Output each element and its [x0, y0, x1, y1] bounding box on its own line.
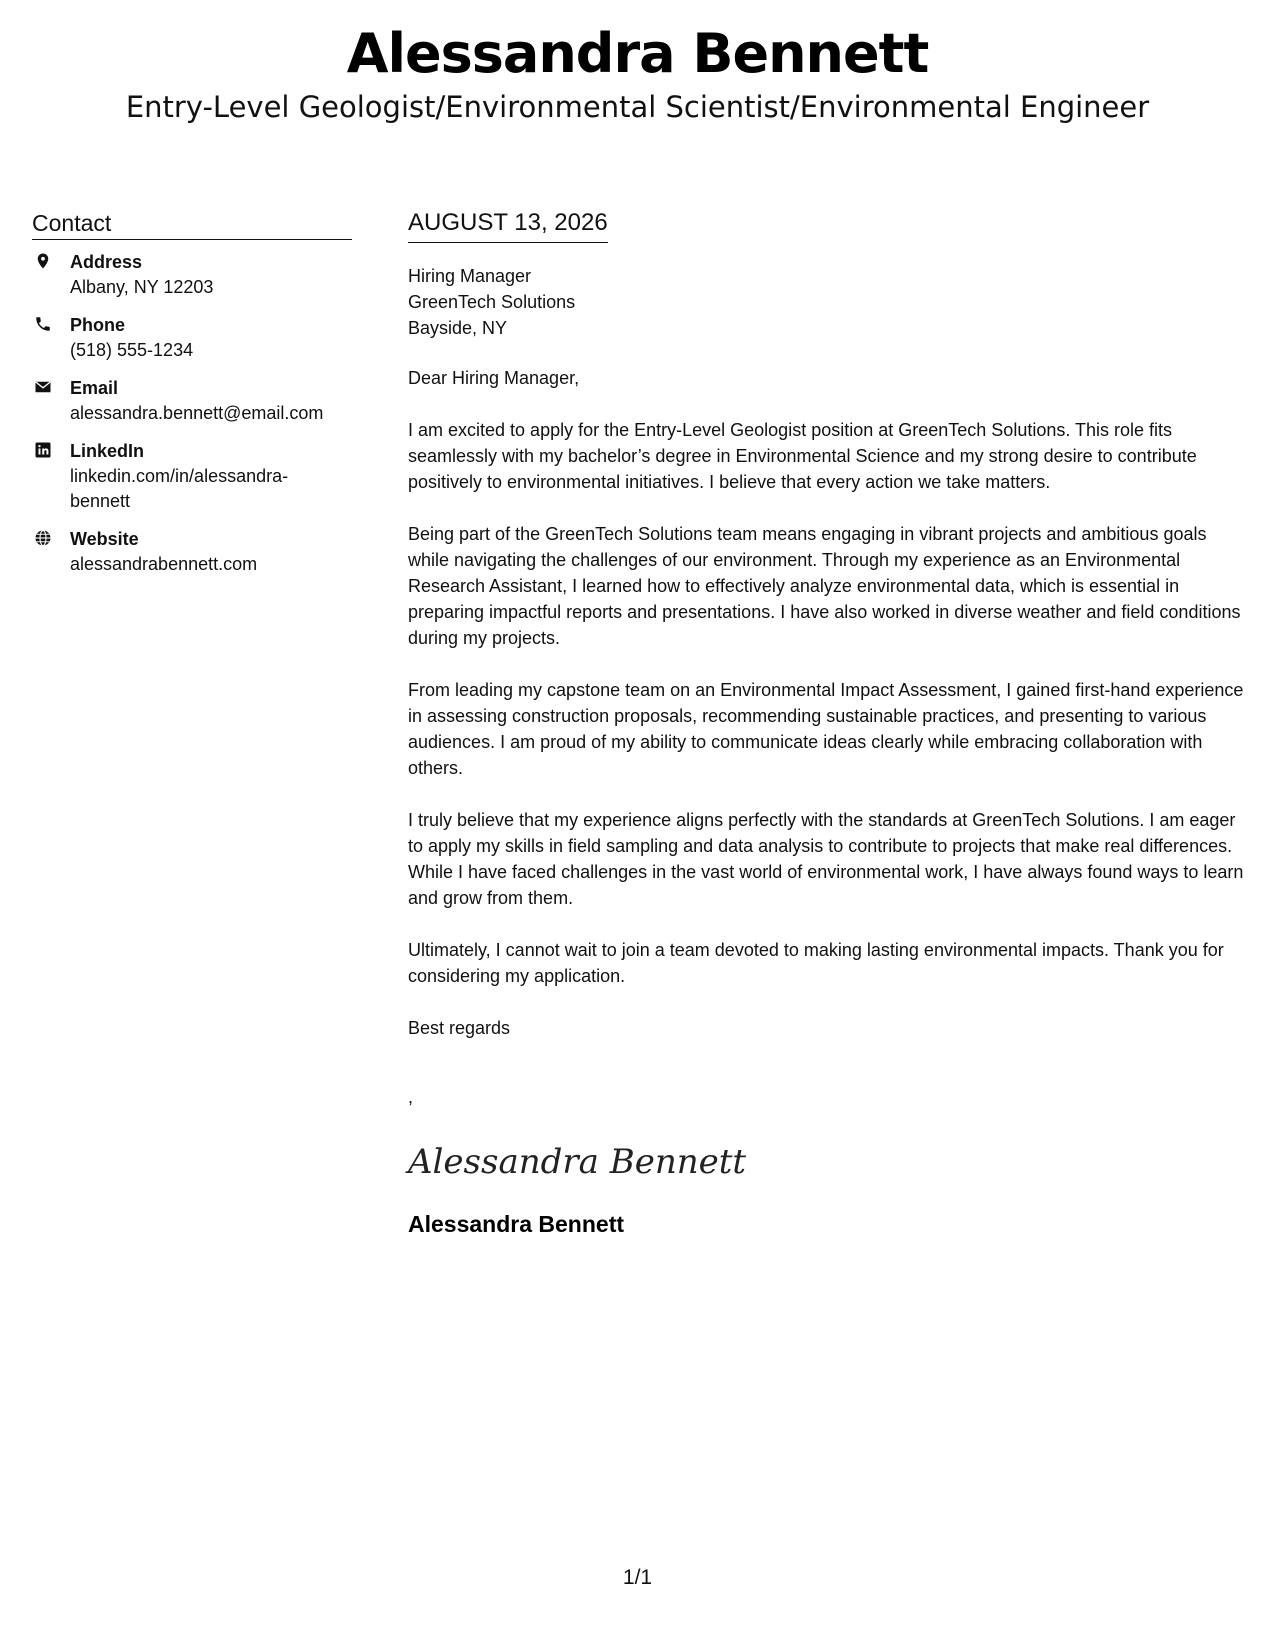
letter-paragraph: I am excited to apply for the Entry-Level Geologist position at GreenTech Solutions. This role fits seamlessly with my bachelor’s degree in Environmental Science and my strong desire to contribute positively to environmental initiatives. I believe that every action we take matters. — [408, 420, 1197, 492]
date-container — [408, 208, 608, 243]
contact-label: LinkedIn — [70, 441, 145, 461]
contact-value[interactable]: alessandra.bennett@email.com — [70, 403, 324, 423]
signature-text: Alessandra Bennett — [408, 1142, 747, 1182]
page-number: 1/1 — [622, 1566, 653, 1589]
contact-value: (518) 555-1234 — [70, 340, 194, 360]
phone-icon — [32, 315, 54, 337]
contact-label: Phone — [70, 315, 126, 335]
contact-item-linkedin — [32, 439, 352, 514]
contact-label: Address — [70, 252, 143, 272]
contact-item-email — [32, 376, 352, 426]
linkedin-icon — [32, 441, 54, 463]
contact-value: Albany, NY 12203 — [70, 277, 214, 297]
contact-sidebar — [32, 208, 352, 590]
contact-item-address — [32, 250, 352, 300]
contact-value[interactable]: alessandrabennett.com — [70, 554, 258, 574]
salutation: Dear Hiring Manager, — [408, 368, 580, 388]
contact-value[interactable]: linkedin.com/in/alessandra-bennett — [70, 466, 289, 511]
recipient-line: GreenTech Solutions — [408, 292, 576, 312]
contact-section-title: Contact — [32, 208, 352, 240]
envelope-icon — [32, 378, 54, 400]
signature-image — [408, 1133, 747, 1187]
letter-paragraph: I truly believe that my experience aligns perfectly with the standards at GreenTech Solutions. I am eager to apply my skills in field sampling and data analysis to contribute to projects that make real differences. While I have faced challenges in the vast world of environmental work, I have always found ways to learn and grow from them. — [408, 810, 1244, 908]
contact-label: Email — [70, 378, 119, 398]
letter-paragraph: From leading my capstone team on an Environmental Impact Assessment, I gained first-hand experience in assessing construction proposals, recommending sustainable practices, and presenting to various audiences. I am proud of my ability to communicate ideas clearly while embracing collaboration with others. — [408, 680, 1244, 778]
recipient-block — [408, 263, 1248, 341]
map-pin-icon — [32, 252, 54, 274]
candidate-title: Entry-Level Geologist/Environmental Scientist/Environmental Engineer — [125, 90, 1150, 124]
letter-body — [408, 208, 1248, 1239]
recipient-line: Hiring Manager — [408, 266, 532, 286]
contact-item-website — [32, 527, 352, 577]
closing-comma: , — [408, 1087, 414, 1107]
contact-list — [32, 250, 352, 577]
contact-item-phone — [32, 313, 352, 363]
letter-paragraph: Being part of the GreenTech Solutions team means engaging in vibrant projects and ambitious goals while navigating the challenges of our environment. Through my experience as an Environmental Research Assistant, I learned how to effectively analyze environmental data, which is essential in preparing impactful reports and presentations. I have also worked in diverse weather and field conditions during my projects. — [408, 524, 1241, 648]
globe-icon — [32, 529, 54, 551]
closing: Best regards — [408, 1018, 511, 1038]
letter-paragraph: Ultimately, I cannot wait to join a team devoted to making lasting environmental impacts. Thank you for considering my application. — [408, 940, 1224, 986]
signer-name: Alessandra Bennett — [408, 1211, 625, 1237]
contact-label: Website — [70, 529, 139, 549]
candidate-name: Alessandra Bennett — [346, 22, 929, 85]
recipient-line: Bayside, NY — [408, 318, 508, 338]
header — [0, 20, 1275, 126]
letter-date: AUGUST 13, 2026 — [408, 209, 608, 236]
